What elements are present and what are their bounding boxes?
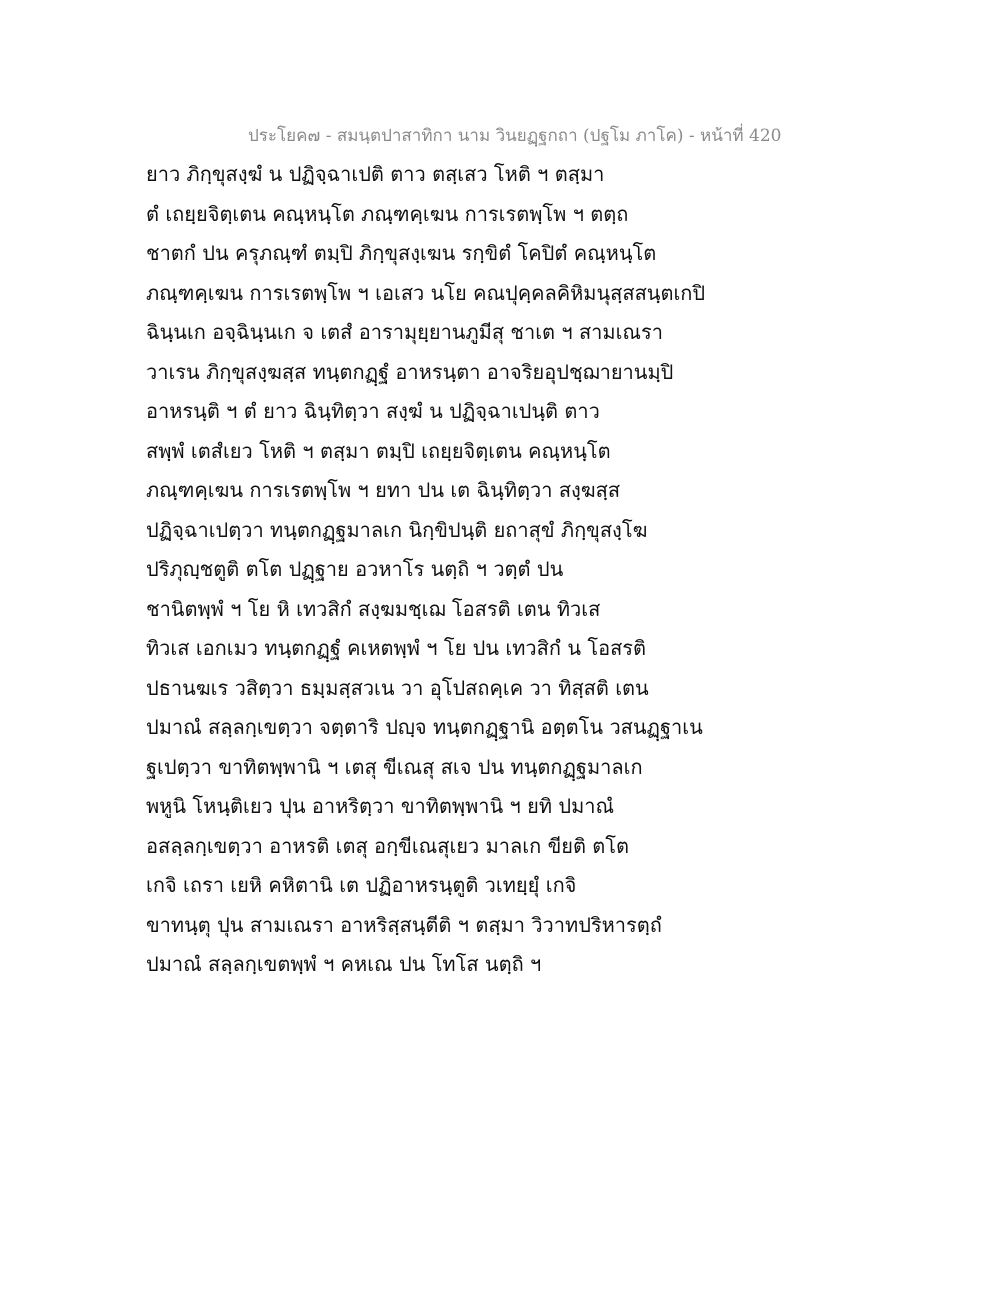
text-line: วาเรน ภิกฺขุสงฺฆสฺส ทนฺตกฏฺฐํ อาหรนฺตา อาจริยอุปชฺฌายานมฺปิ (146, 359, 674, 384)
text-line: ภณฺฑคฺเฆน การเรตพฺโพ ฯ เอเสว นโย คณปุคฺคลคิหิมนุสฺสสนฺตเกปิ (146, 280, 706, 305)
text-line: ยาว ภิกฺขุสงฺฆํ น ปฏิจฺฉาเปติ ตาว ตสฺเสว โหติ ฯ ตสฺมา (146, 162, 605, 186)
text-line: ขาทนฺตุ ปุน สามเณรา อาหริสฺสนฺตีติ ฯ ตสฺมา วิวาทปริหารตฺถํ (146, 912, 662, 937)
text-line: ปริภุญฺชตูติ ตโต ปฏฺฐาย อวหาโร นตฺถิ ฯ วตฺตํ ปน (146, 557, 564, 581)
text-line: พหูนิ โหนฺติเยว ปุน อาหริตฺวา ขาทิตพฺพานิ ฯ ยทิ ปมาณํ (146, 794, 615, 818)
text-line: ทิวเส เอกเมว ทนฺตกฏฺฐํ คเหตพฺพํ ฯ โย ปน เทวสิกํ น โอสรติ (146, 636, 647, 660)
text-line: ภณฺฑคฺเฆน การเรตพฺโพ ฯ ยทา ปน เต ฉินฺทิตฺวา สงฺฆสฺส (146, 478, 621, 502)
running-header: ประโยค๗ - สมนฺตปาสาทิกา นาม วินยฏฺฐกถา (ปฐโม ภาโค) - หน้าที่ 420 (248, 126, 782, 146)
text-line: ปธานฆเร วสิตฺวา ธมฺมสฺสวเน วา อุโปสถคฺเค วา ทิสฺสติ เตน (146, 675, 649, 700)
text-line: สพฺพํ เตสํเยว โหติ ฯ ตสฺมา ตมฺปิ เถยฺยจิตฺเตน คณฺหนฺโต (146, 438, 611, 463)
text-line: ปมาณํ สลฺลกฺเขตฺวา จตฺตาริ ปญฺจ ทนฺตกฏฺฐานิ อตฺตโน วสนฏฺฐาเน (146, 715, 703, 739)
text-line: ชานิตพฺพํ ฯ โย หิ เทวสิกํ สงฺฆมชฺเฌ โอสรติ เตน ทิวเส (146, 596, 601, 621)
text-line: อาหรนฺติ ฯ ตํ ยาว ฉินฺทิตฺวา สงฺฆํ น ปฏิจฺฉาเปนฺติ ตาว (146, 399, 600, 423)
text-line: เกจิ เถรา เยหิ คหิตานิ เต ปฏิอาหรนฺตูติ วเทยฺยุํ เกจิ (146, 873, 577, 897)
text-line: อสลฺลกฺเขตฺวา อาหรติ เตสุ อกฺขีเณสุเยว มาลเก ขียติ ตโต (146, 833, 630, 858)
text-line: ฐเปตฺวา ขาทิตพฺพานิ ฯ เตสุ ขีเณสุ สเจ ปน ทนฺตกฏฺฐมาลเก (146, 754, 643, 779)
text-line: ฉินฺนเก อจฺฉินฺนเก จ เตสํ อารามุยฺยานภูมีสุ ชาเต ฯ สามเณรา (146, 320, 663, 344)
text-line: ชาตกํ ปน ครุภณฺฑํ ตมฺปิ ภิกฺขุสงฺเฆน รกฺขิตํ โคปิตํ คณฺหนฺโต (146, 241, 657, 265)
text-line: ปมาณํ สลฺลกฺเขตพฺพํ ฯ คหเณ ปน โทโส นตฺถิ ฯ (146, 952, 542, 976)
body-text (146, 155, 706, 985)
text-line: ปฏิจฺฉาเปตฺวา ทนฺตกฏฺฐมาลเก นิกฺขิปนฺติ ยถาสุขํ ภิกฺขุสงฺโฆ (146, 517, 648, 542)
text-line: ตํ เถยฺยจิตฺเตน คณฺหนฺโต ภณฺฑคฺเฆน การเรตพฺโพ ฯ ตตฺถ (146, 201, 629, 226)
